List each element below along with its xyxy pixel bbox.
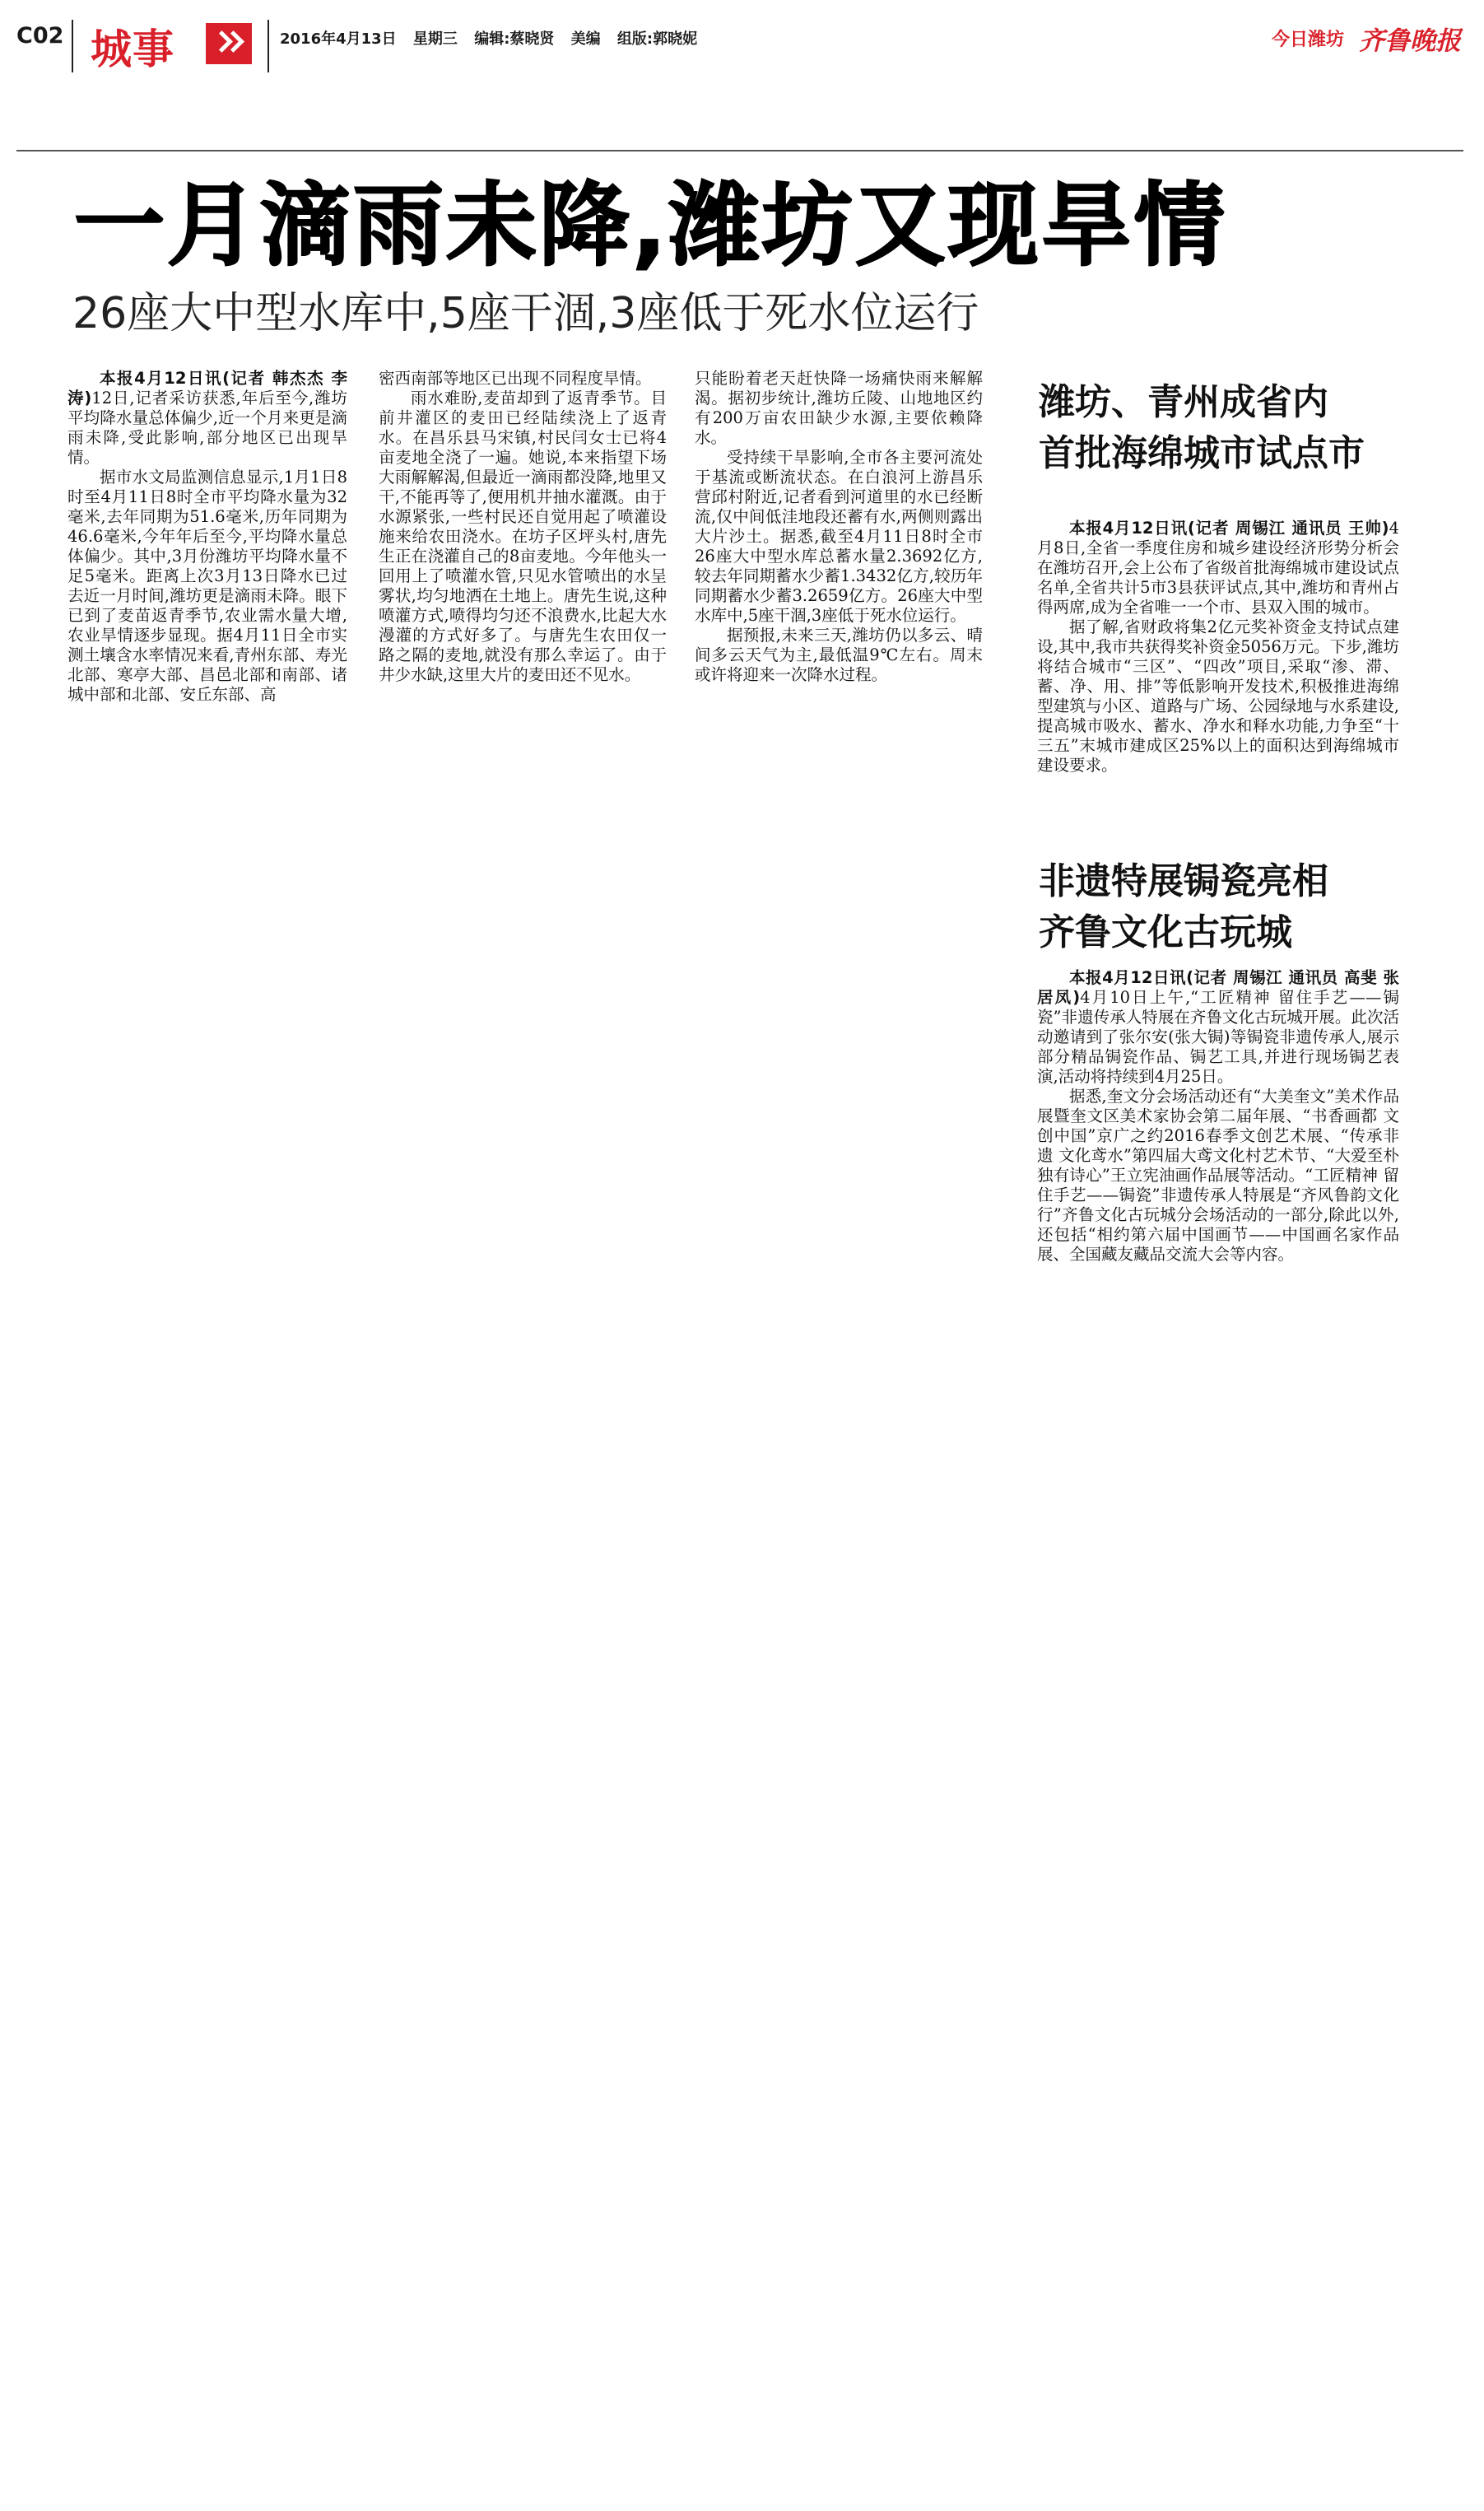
story-body	[1037, 968, 1399, 1265]
headline-line: 非遗特展锔瓷亮相	[1039, 860, 1328, 902]
article-column-2	[379, 369, 667, 685]
byline: 本报4月12日讯(记者 周锡江 通讯员 王帅)	[1069, 519, 1389, 538]
story-body	[1037, 519, 1399, 776]
edition-label: 今日潍坊	[1271, 30, 1344, 50]
headline-line: 首批海绵城市试点市	[1039, 432, 1365, 474]
main-subheadline: 26座大中型水库中,5座干涸,3座低于死水位运行	[72, 289, 979, 338]
header-rule	[16, 150, 1463, 151]
article-paragraph: 密西南部等地区已出现不同程度旱情。	[379, 369, 652, 388]
header-right	[1272, 20, 1461, 57]
article-paragraph: 雨水难盼,麦苗却到了返青季节。目前井灌区的麦田已经陆续浇上了返青水。在昌乐县马宋镇,村民闫女士已将4亩麦地全浇了一遍。她说,本来指望下场大雨解解渴,但最近一滴雨都没降,地里又干,不能再等了,便用机井抽水灌溉。由于水源紧张,一些村民还自觉用起了喷灌设施来给农田浇水。在坊子区坪头村,唐先生正在浇灌自己的8亩麦地。今年他头一回用上了喷灌水管,只见水管喷出的水呈雾状,均匀地洒在土地上。唐先生说,这种喷灌方式,喷得均匀还不浪费水,比起大水漫灌的方式好多了。与唐先生农田仅一路之隔的麦地,就没有那么幸运了。由于井少水缺,这里大片的麦田还不见水。	[379, 389, 667, 684]
byline: 本报4月12日讯(记者 周锡江 通讯员 高斐 张居凤)	[1037, 968, 1399, 1007]
main-headline: 一月滴雨未降,潍坊又现旱情	[74, 173, 1227, 278]
article-paragraph: 只能盼着老天赶快降一场痛快雨来解解渴。据初步统计,潍坊丘陵、山地地区约有200万亩农田缺少水源,主要依赖降水。	[695, 369, 983, 447]
article-column-3	[695, 369, 983, 685]
article-paragraph: 据了解,省财政将集2亿元奖补资金支持试点建设,其中,我市共获得奖补资金5056万元。下步,潍坊将结合城市“三区”、“四改”项目,采取“渗、滞、蓄、净、用、排”等低影响开发技术,积极推进海绵型建筑与小区、道路与广场、公园绿地与水系建设,提高城市吸水、蓄水、净水和释水功能,力争至“十三五”末城市建成区25%以上的面积达到海绵城市建设要求。	[1037, 617, 1399, 775]
byline: 本报4月12日讯(记者 韩杰杰 李涛)	[67, 369, 347, 408]
section-title: 城事	[91, 26, 174, 73]
headline-line: 潍坊、青州成省内	[1039, 381, 1328, 423]
article-paragraph: 本报4月12日讯(记者 周锡江 通讯员 高斐 张居凤)4月10日上午,“工匠精神 留住手艺——锔瓷”非遗传承人特展在齐鲁文化古玩城开展。此次活动邀请到了张尔安(张大锔)等锔瓷非遗传承人,展示部分精品锔瓷作品、锔艺工具,并进行现场锔艺表演,活动将持续到4月25日。	[1037, 968, 1399, 1086]
paper-logo: 齐鲁晚报	[1359, 26, 1461, 56]
story-headline	[1039, 856, 1434, 958]
article-paragraph: 据悉,奎文分会场活动还有“大美奎文”美术作品展暨奎文区美术家协会第二届年展、“书香画都 文创中国”京广之约2016春季文创艺术展、“传承非遗 文化鸢水”第四届大鸢文化村艺术节、“大爱至朴 独有诗心”王立宪油画作品展等活动。“工匠精神 留住手艺——锔瓷”非遗传承人特展是“齐风鲁韵文化行”齐鲁文化古玩城分会场活动的一部分,除此以外,还包括“相约第六届中国画节——中国画名家作品展、全国藏友藏品交流大会等内容。	[1037, 1087, 1399, 1264]
article-paragraph: 据市水文局监测信息显示,1月1日8时至4月11日8时全市平均降水量为32毫米,去年同期为51.6毫米,历年同期为46.6毫米,今年年后至今,平均降水量总体偏少。其中,3月份潍坊平均降水量不足5毫米。距离上次3月13日降水已过去近一月时间,潍坊更是滴雨未降。眼下已到了麦苗返青季节,农业需水量大增,农业旱情逐步显现。据4月11日全市实测土壤含水率情况来看,青州东部、寿光北部、寒亭大部、昌邑北部和南部、诸城中部和北部、安丘东部、高	[67, 468, 347, 704]
article-paragraph: 据预报,未来三天,潍坊仍以多云、晴间多云天气为主,最低温9℃左右。周末或许将迎来一次降水过程。	[695, 626, 983, 684]
headline-line: 齐鲁文化古玩城	[1039, 911, 1292, 953]
page-number: C02	[16, 23, 64, 49]
article-column-1	[67, 369, 347, 705]
article-paragraph: 本报4月12日讯(记者 韩杰杰 李涛)12日,记者采访获悉,年后至今,潍坊平均降水量总体偏少,近一个月来更是滴雨未降,受此影响,部分地区已出现旱情。	[67, 369, 347, 467]
article-paragraph: 本报4月12日讯(记者 周锡江 通讯员 王帅)4月8日,全省一季度住房和城乡建设经济形势分析会在潍坊召开,会上公布了省级首批海绵城市建设试点名单,全省共计5市3县获评试点,其中,潍坊和青州占得两席,成为全省唯一一个市、县双入围的城市。	[1037, 519, 1399, 617]
issue-meta: 2016年4月13日 星期三 编辑:蔡晓贤 美编 组版:郭晓妮	[280, 30, 698, 48]
article-paragraph: 受持续干旱影响,全市各主要河流处于基流或断流状态。在白浪河上游昌乐营邱村附近,记者看到河道里的水已经断流,仅中间低洼地段还蓄有水,两侧则露出大片沙土。据悉,截至4月11日8时全市26座大中型水库总蓄水量2.3692亿方,较去年同期蓄水少蓄1.3432亿方,较历年同期蓄水少蓄3.2659亿方。26座大中型水库中,5座干涸,3座低于死水位运行。	[695, 448, 983, 625]
header-divider	[72, 20, 73, 72]
header-divider	[267, 20, 269, 72]
double-chevron-right-icon	[206, 23, 252, 64]
story-headline	[1039, 377, 1434, 479]
